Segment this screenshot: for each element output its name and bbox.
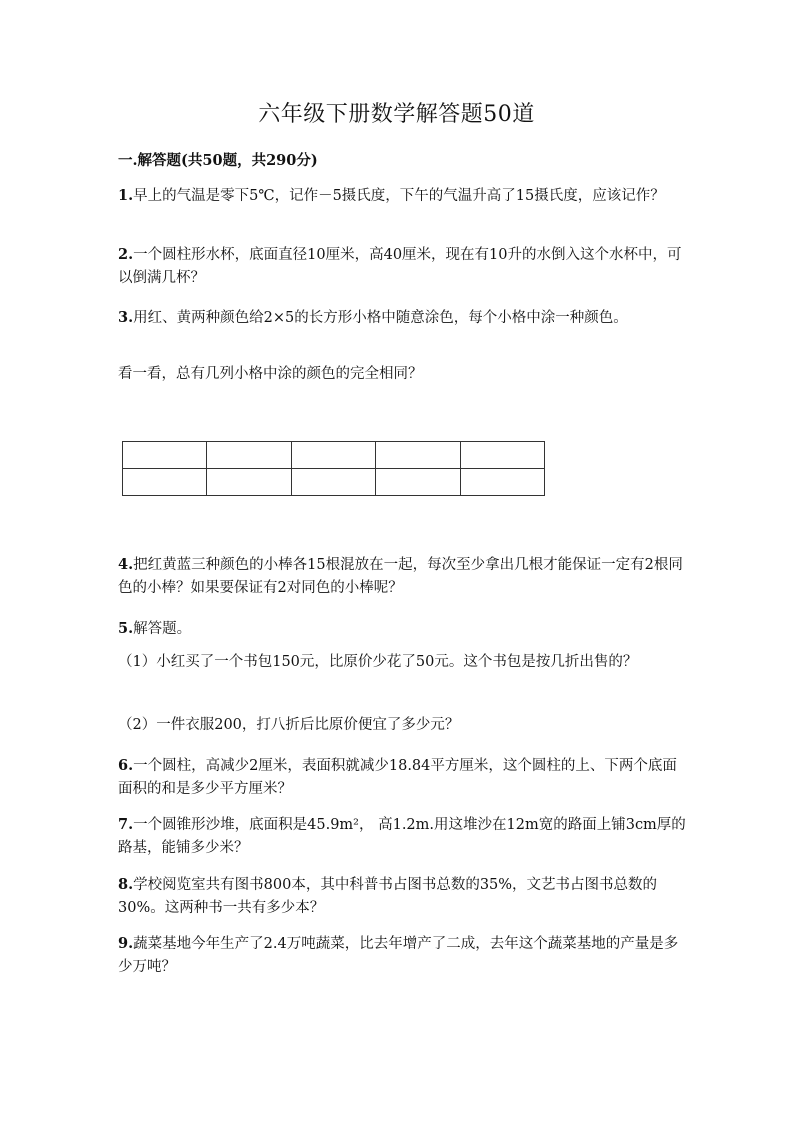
question-8 [118,873,688,920]
question-number: 1. [118,187,134,204]
grid-cell [123,442,207,469]
question-number: 2. [118,246,134,263]
question-text: 蔬菜基地今年生产了2.4万吨蔬菜，比去年增产了二成，去年这个蔬菜基地的产量是多少万吨？ [118,936,679,975]
question-number: 3. [118,309,134,326]
grid-cell [123,469,207,496]
question-text: 一个圆柱，高减少2厘米，表面积就减少18.84平方厘米，这个圆柱的上、下两个底面面积的和是多少平方厘米？ [118,758,677,797]
grid-cell [460,469,544,496]
question-6 [118,754,688,801]
question-text: 一个圆柱形水杯，底面直径10厘米，高40厘米，现在有10升的水倒入这个水杯中，可以倒满几杯？ [118,247,682,286]
question-number: 6. [118,757,134,774]
grid-cell [376,469,460,496]
question-5 [118,617,688,641]
grid-cell [291,442,375,469]
question-text: 把红黄蓝三种颜色的小棒各15根混放在一起，每次至少拿出几根才能保证一定有2根同色的小棒？如果要保证有2对同色的小棒呢？ [118,557,683,596]
question-number: 5. [118,620,134,637]
question-number: 7. [118,816,134,833]
question-3-prompt: 看一看，总有几列小格中涂的颜色的完全相同？ [118,366,423,382]
grid-cell [460,442,544,469]
grid-row [123,442,545,469]
section-heading: 一.解答题(共50题，共290分) [118,152,318,169]
grid-cell [207,442,291,469]
question-7 [118,813,688,860]
grid-cell [376,442,460,469]
question-text: 一个圆锥形沙堆，底面积是45.9m²， 高1.2m.用这堆沙在12m宽的路面上铺3cm厚的路基，能铺多少米？ [118,817,686,856]
question-text: 早上的气温是零下5℃，记作－5摄氏度，下午的气温升高了15摄氏度，应该记作？ [133,188,665,204]
question-1 [118,184,688,208]
question-5-part-2: （2）一件衣服200，打八折后比原价便宜了多少元？ [118,717,460,733]
question-number: 9. [118,935,134,952]
grid-cell [291,469,375,496]
question-2 [118,243,688,290]
question-number: 4. [118,556,134,573]
coloring-grid [122,441,545,496]
question-text: 学校阅览室共有图书800本，其中科普书占图书总数的35%，文艺书占图书总数的30%。这两种书一共有多少本？ [118,877,658,916]
question-text: 用红、黄两种颜色给2×5的长方形小格中随意涂色，每个小格中涂一种颜色。 [133,310,628,326]
question-3 [118,306,718,330]
grid-row [123,469,545,496]
question-5-part-1: （1）小红买了一个书包150元，比原价少花了50元。这个书包是按几折出售的？ [118,654,638,670]
grid-cell [207,469,291,496]
question-number: 8. [118,876,134,893]
page-title: 六年级下册数学解答题50道 [258,102,535,127]
question-4 [118,553,688,600]
question-9 [118,932,688,979]
question-text: 解答题。 [133,621,192,637]
